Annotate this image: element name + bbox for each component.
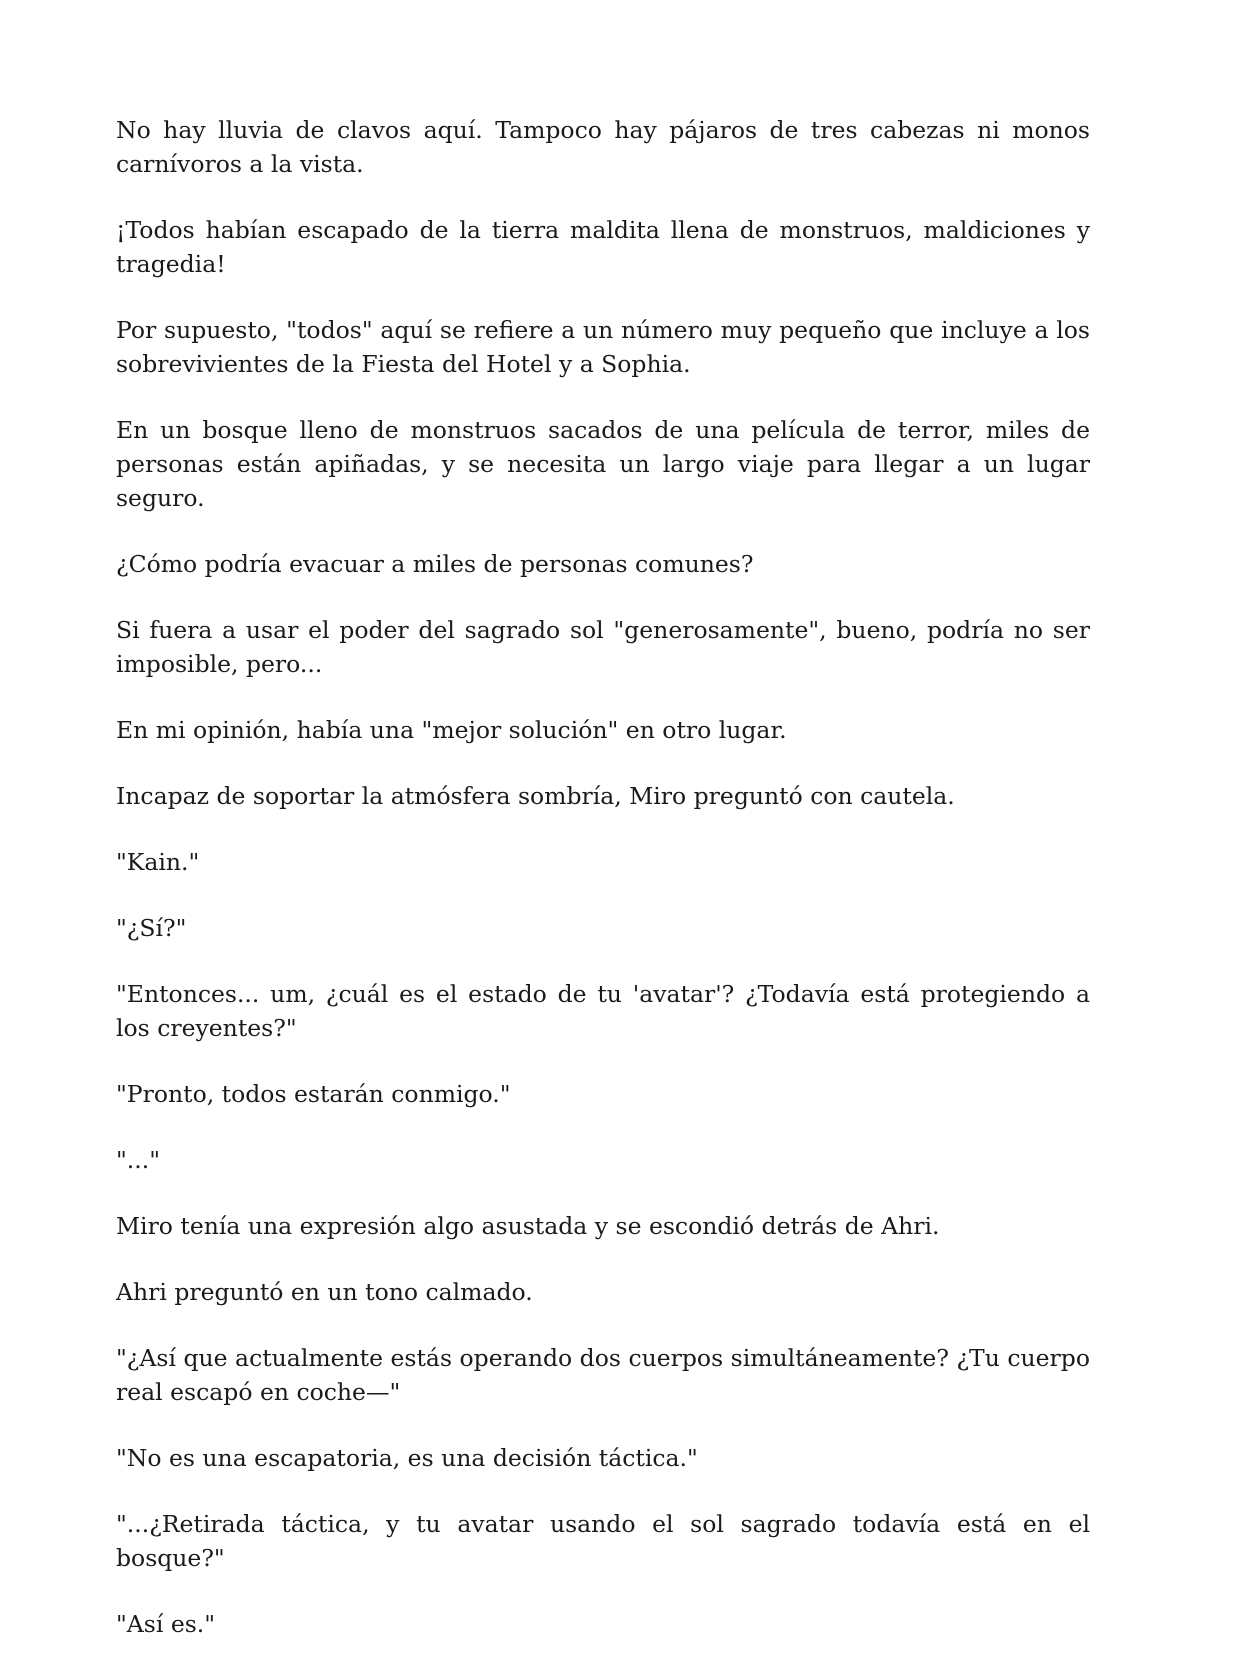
paragraph-7: En mi opinión, había una "mejor solución" en otro lugar. [116, 716, 787, 744]
paragraph-19: "Así es." [116, 1610, 216, 1638]
paragraph-3: Por supuesto, "todos" aquí se refiere a un número muy pequeño que incluye a los sobrevivientes de la Fiesta del Hotel y a Sophia. [116, 316, 1090, 378]
paragraph-8: Incapaz de soportar la atmósfera sombría, Miro preguntó con cautela. [116, 782, 955, 810]
paragraph-10: "¿Sí?" [116, 914, 187, 942]
paragraph-11: "Entonces... um, ¿cuál es el estado de tu 'avatar'? ¿Todavía está protegiendo a los creyentes?" [116, 980, 1090, 1042]
paragraph-5: ¿Cómo podría evacuar a miles de personas comunes? [116, 550, 754, 578]
paragraph-17: "No es una escapatoria, es una decisión táctica." [116, 1444, 698, 1472]
paragraph-2: ¡Todos habían escapado de la tierra maldita llena de monstruos, maldiciones y tragedia! [116, 216, 1090, 278]
paragraph-9: "Kain." [116, 848, 200, 876]
paragraph-6: Si fuera a usar el poder del sagrado sol "generosamente", bueno, podría no ser imposible, pero... [116, 616, 1090, 678]
paragraph-14: Miro tenía una expresión algo asustada y se escondió detrás de Ahri. [116, 1212, 940, 1240]
paragraph-4: En un bosque lleno de monstruos sacados de una película de terror, miles de personas están apiñadas, y se necesita un largo viaje para llegar a un lugar seguro. [116, 416, 1090, 512]
document-page [116, 113, 1090, 1673]
paragraph-1: No hay lluvia de clavos aquí. Tampoco hay pájaros de tres cabezas ni monos carnívoros a la vista. [116, 116, 1090, 178]
paragraph-12: "Pronto, todos estarán conmigo." [116, 1080, 511, 1108]
paragraph-13: "..." [116, 1146, 161, 1174]
paragraph-16: "¿Así que actualmente estás operando dos cuerpos simultáneamente? ¿Tu cuerpo real escapó en coche—" [116, 1344, 1090, 1406]
paragraph-15: Ahri preguntó en un tono calmado. [116, 1278, 533, 1306]
paragraph-18: "...¿Retirada táctica, y tu avatar usando el sol sagrado todavía está en el bosque?" [116, 1510, 1090, 1572]
